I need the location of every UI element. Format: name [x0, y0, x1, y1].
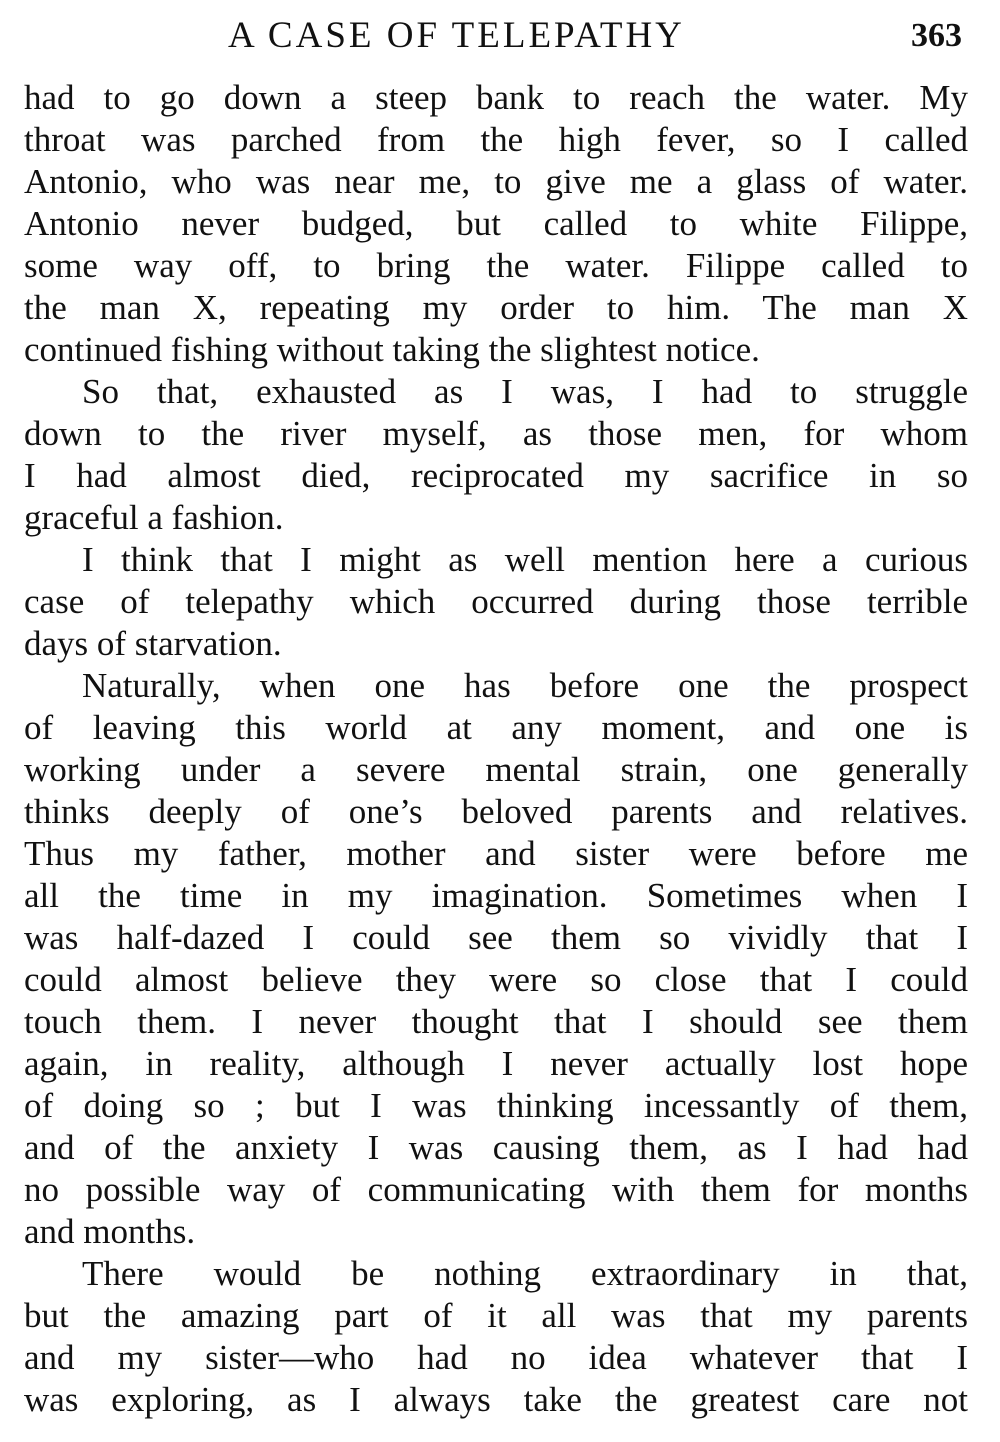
- text-line: all the time in my imagination. Sometimes when I: [24, 876, 968, 915]
- page-number: 363: [911, 17, 962, 54]
- text-line: and of the anxiety I was causing them, as I had had: [24, 1128, 968, 1167]
- text-line: graceful a fashion.: [24, 498, 284, 537]
- text-line: of doing so ; but I was thinking incessantly of them,: [24, 1086, 968, 1125]
- text-line: I had almost died, reciprocated my sacrifice in so: [24, 456, 968, 495]
- text-line: was exploring, as I always take the greatest care not: [24, 1380, 968, 1419]
- text-line: no possible way of communicating with them for months: [24, 1170, 968, 1209]
- text-line: but the amazing part of it all was that my parents: [24, 1296, 968, 1335]
- text-line: was half-dazed I could see them so vividly that I: [24, 918, 968, 957]
- text-line: Antonio never budged, but called to white Filippe,: [24, 204, 968, 243]
- running-head: [0, 12, 1000, 62]
- text-line: again, in reality, although I never actually lost hope: [24, 1044, 968, 1083]
- text-line: I think that I might as well mention here a curious: [82, 540, 968, 579]
- text-line: of leaving this world at any moment, and one is: [24, 708, 968, 747]
- text-line: could almost believe they were so close that I could: [24, 960, 968, 999]
- text-line: Antonio, who was near me, to give me a glass of water.: [24, 162, 968, 201]
- text-line: and my sister—who had no idea whatever that I: [24, 1338, 968, 1377]
- text-line: continued fishing without taking the slightest notice.: [24, 330, 760, 369]
- text-line: some way off, to bring the water. Filippe called to: [24, 246, 968, 285]
- running-title: A CASE OF TELEPATHY: [228, 15, 685, 56]
- text-line: Thus my father, mother and sister were before me: [24, 834, 968, 873]
- text-line: the man X, repeating my order to him. The man X: [24, 288, 968, 327]
- text-line: throat was parched from the high fever, so I called: [24, 120, 968, 159]
- text-line: had to go down a steep bank to reach the water. My: [24, 78, 968, 117]
- text-line: working under a severe mental strain, one generally: [24, 750, 968, 789]
- text-line: touch them. I never thought that I should see them: [24, 1002, 968, 1041]
- text-line: So that, exhausted as I was, I had to struggle: [82, 372, 968, 411]
- text-line: days of starvation.: [24, 624, 282, 663]
- text-line: thinks deeply of one’s beloved parents and relatives.: [24, 792, 968, 831]
- text-line: and months.: [24, 1212, 196, 1251]
- text-line: Naturally, when one has before one the prospect: [82, 666, 968, 705]
- text-line: There would be nothing extraordinary in that,: [82, 1254, 968, 1293]
- text-line: case of telepathy which occurred during those terrible: [24, 582, 968, 621]
- text-line: down to the river myself, as those men, for whom: [24, 414, 968, 453]
- body-text: [24, 77, 968, 1421]
